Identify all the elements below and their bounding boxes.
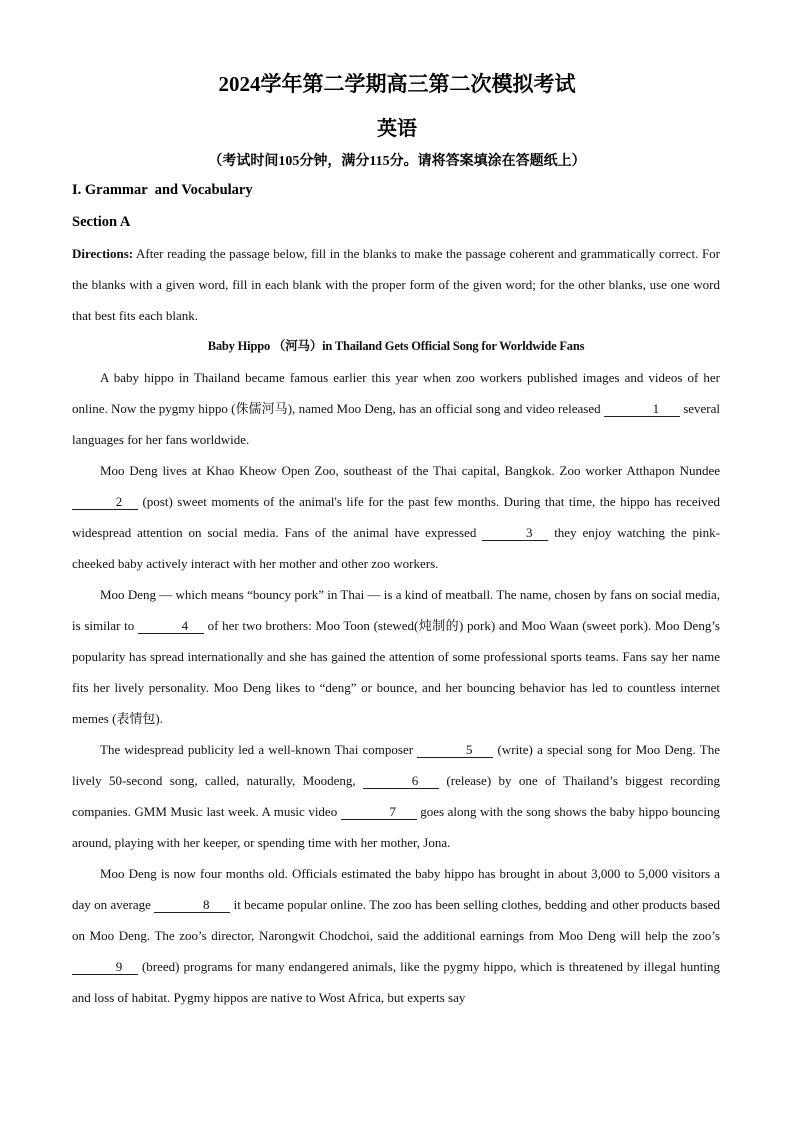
- paragraph-1: [72, 362, 720, 455]
- exam-note: （考试时间105分钟，满分115分。请将答案填涂在答题纸上）: [208, 154, 586, 169]
- blank-7[interactable]: 7: [341, 804, 417, 820]
- text-run: it became popular online. The zoo has been selling clothes, bedding and other products based on Moo Deng. The zoo’s director, Narongwit Chodchoi, said the additional earnings from Moo Deng will help the zoo’s: [72, 897, 720, 943]
- blank-5[interactable]: 5: [417, 742, 493, 758]
- blank-3[interactable]: 3: [482, 525, 548, 541]
- blank-6[interactable]: 6: [363, 773, 439, 789]
- directions-text: After reading the passage below, fill in the blanks to make the passage coherent and grammatically correct. For the blanks with a given word, fill in each blank with the proper form of the given word; for the other blanks, use one word that best fits each blank.: [72, 246, 720, 323]
- paragraph-3: [72, 579, 720, 734]
- paragraph-2: [72, 455, 720, 579]
- exam-title: 2024学年第二学期高三第二次模拟考试: [218, 72, 576, 96]
- text-run: (write) a special song for Moo Deng. The lively 50-second song, called, naturally, Moodeng,: [72, 742, 720, 788]
- text-run: Moo Deng — which means “bouncy pork” in Thai — is a kind of meatball. The name, chosen by fans on social media, is similar to: [72, 587, 720, 633]
- passage-title: Baby Hippo （河马）in Thailand Gets Official Song for Worldwide Fans: [207, 339, 585, 353]
- paragraph-5: [72, 858, 720, 1013]
- blank-4[interactable]: 4: [138, 618, 204, 634]
- text-run: of her two brothers: Moo Toon (stewed(炖制的) pork) and Moo Waan (sweet pork). Moo Deng’s popularity has spread internationally and she has gained the attention of some professional sports teams. Fans say her name fits her lively personality. Moo Deng likes to “deng” or bounce, and her bouncing behavior has led to countless internet memes (表情包).: [72, 618, 720, 726]
- directions: [72, 238, 720, 331]
- text-run: they enjoy watching the pink-cheeked baby actively interact with her mother and other zoo workers.: [72, 525, 720, 571]
- text-run: (post) sweet moments of the animal's life for the past few months. During that time, the hippo has received widespread attention on social media. Fans of the animal have expressed: [72, 494, 720, 540]
- section-title: Section A: [72, 214, 131, 230]
- blank-2[interactable]: 2: [72, 494, 138, 510]
- text-run: (breed) programs for many endangered animals, like the pygmy hippo, which is threatened by illegal hunting and loss of habitat. Pygmy hippos are native to Wost Africa, but experts say: [72, 959, 720, 1005]
- paragraph-4: [72, 734, 720, 858]
- text-run: (release) by one of Thailand’s biggest recording companies. GMM Music last week. A music video: [72, 773, 720, 819]
- text-run: The widespread publicity led a well-known Thai composer: [100, 742, 418, 757]
- text-run: A baby hippo in Thailand became famous earlier this year when zoo workers published images and videos of her online. Now the pygmy hippo (侏儒河马), named Moo Deng, has an official song and video released: [72, 370, 720, 416]
- text-run: Moo Deng lives at Khao Kheow Open Zoo, southeast of the Thai capital, Bangkok. Zoo worker Atthapon Nundee: [100, 463, 720, 478]
- text-run: several languages for her fans worldwide.: [72, 401, 721, 447]
- blank-8[interactable]: 8: [154, 897, 230, 913]
- blank-1[interactable]: 1: [604, 401, 680, 417]
- passage-body: [72, 238, 720, 1013]
- text-run: goes along with the song shows the baby hippo bouncing around, playing with her keeper, or spending time with her mother, Jona.: [72, 804, 721, 850]
- part-title: I. Grammar and Vocabulary: [72, 182, 253, 198]
- subject-title: 英语: [377, 118, 417, 140]
- text-run: Moo Deng is now four months old. Officials estimated the baby hippo has brought in about 3,000 to 5,000 visitors a day on average: [72, 866, 720, 912]
- blank-9[interactable]: 9: [72, 959, 138, 975]
- directions-label: Directions:: [72, 246, 134, 261]
